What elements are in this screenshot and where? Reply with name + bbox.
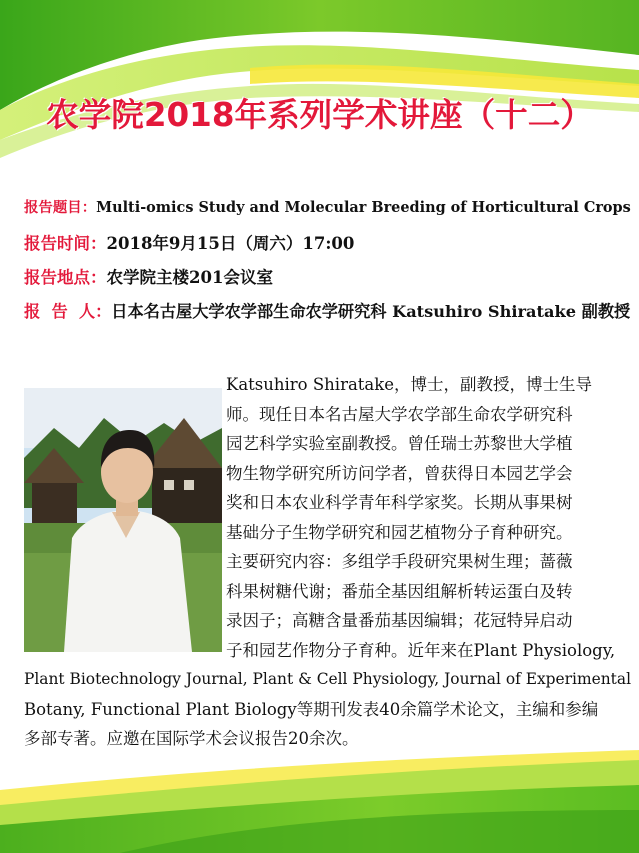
bio-line: 物生物学研究所访问学者，曾获得日本园艺学会 <box>226 463 573 483</box>
topic-value: Multi-omics Study and Molecular Breeding of Horticultural Crops <box>96 199 631 216</box>
bio-line: Katsuhiro Shiratake，博士，副教授，博士生导 <box>226 375 593 394</box>
topic-label: 报告题目： <box>24 199 97 216</box>
poster-title: 农学院2018年系列学术讲座（十二） <box>46 96 593 134</box>
speaker-biography <box>24 370 631 754</box>
info-row-topic <box>24 196 631 217</box>
bio-line: 科果树糖代谢；番茄全基因组解析转运蛋白及转 <box>226 581 573 601</box>
speaker-label: 报 告 人： <box>24 302 112 321</box>
location-label: 报告地点： <box>24 268 107 287</box>
bio-line: 奖和日本农业科学青年科学家奖。长期从事果树 <box>226 493 573 512</box>
speaker-value: 日本名古屋大学农学部生命农学研究科 Katsuhiro Shiratake 副教授 <box>111 302 631 321</box>
location-value: 农学院主楼201会议室 <box>106 268 273 287</box>
bio-line: 基础分子生物学研究和园艺植物分子育种研究。 <box>226 522 573 542</box>
bio-line: 园艺科学实验室副教授。曾任瑞士苏黎世大学植 <box>226 434 573 453</box>
bio-line: Plant Biotechnology Journal, Plant & Cell Physiology, Journal of Experimental <box>24 670 631 688</box>
bio-line: 子和园艺作物分子育种。近年来在Plant Physiology, <box>226 640 616 660</box>
bio-line: 多部专著。应邀在国际学术会议报告20余次。 <box>24 729 359 748</box>
bio-line: 录因子；高糖含量番茄基因编辑；花冠特异启动 <box>226 611 573 630</box>
info-row-speaker <box>24 298 631 322</box>
time-value: 2018年9月15日（周六）17:00 <box>106 234 355 253</box>
info-row-time <box>24 230 624 254</box>
info-row-location <box>24 264 624 288</box>
bio-line: 主要研究内容：多组学手段研究果树生理；蔷薇 <box>226 552 573 571</box>
time-label: 报告时间： <box>24 234 107 253</box>
bio-line: Botany, Functional Plant Biology等期刊发表40余篇学术论文，主编和参编 <box>24 699 599 719</box>
bio-line: 师。现任日本名古屋大学农学部生命农学研究科 <box>226 404 573 424</box>
